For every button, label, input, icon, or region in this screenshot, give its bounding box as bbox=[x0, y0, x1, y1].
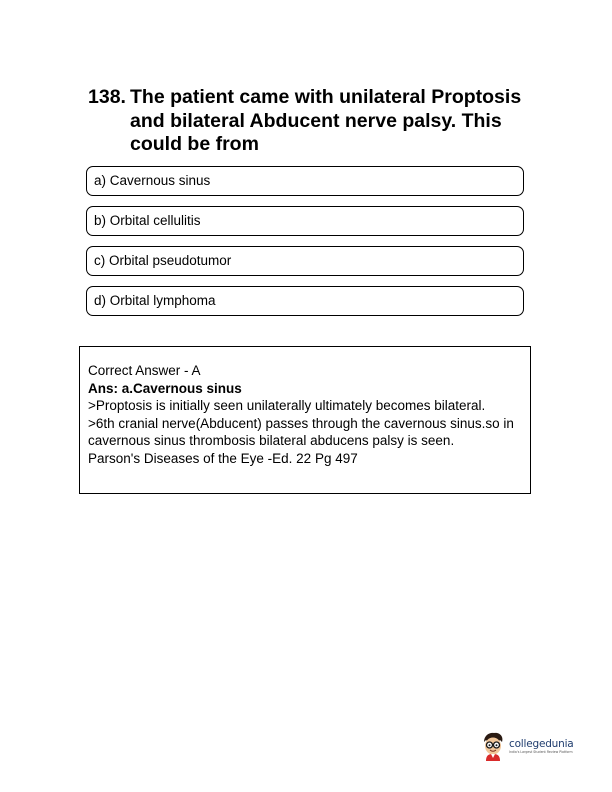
explanation-line-1: >Proptosis is initially seen unilaterally ultimately becomes bilateral. bbox=[88, 398, 486, 413]
explanation-line-2: >6th cranial nerve(Abducent) passes through the cavernous sinus.so in cavernous sinus thrombosis bilateral abducens palsy is seen. bbox=[88, 415, 514, 448]
option-a[interactable]: a) Cavernous sinus bbox=[86, 166, 524, 196]
question-number: 138. bbox=[88, 86, 126, 108]
reference-line: Parson's Diseases of the Eye -Ed. 22 Pg 497 bbox=[88, 450, 358, 466]
mascot-logo-icon bbox=[480, 731, 506, 761]
question-text: The patient came with unilateral Proptosis and bilateral Abducent nerve palsy. This could be from bbox=[130, 86, 522, 155]
correct-answer-line: Correct Answer - A bbox=[88, 363, 201, 378]
answer-line: Ans: a.Cavernous sinus bbox=[88, 380, 242, 396]
answer-box bbox=[79, 346, 531, 494]
option-b[interactable]: b) Orbital cellulitis bbox=[86, 206, 524, 236]
option-d[interactable]: d) Orbital lymphoma bbox=[86, 286, 524, 316]
collegedunia-logo bbox=[480, 728, 590, 764]
logo-name: collegedunia bbox=[509, 737, 574, 750]
logo-tagline: India's Largest Student Review Platform bbox=[509, 749, 573, 754]
question bbox=[88, 86, 528, 157]
option-c[interactable]: c) Orbital pseudotumor bbox=[86, 246, 524, 276]
